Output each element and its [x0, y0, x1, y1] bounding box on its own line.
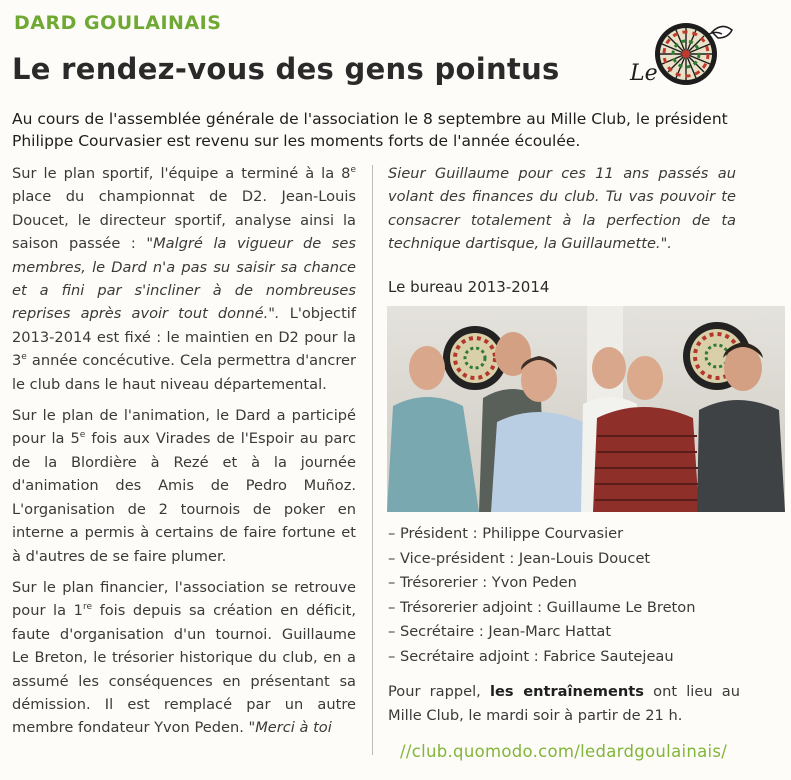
column-divider	[372, 165, 373, 755]
quote-continued: Sieur Guillaume pour ces 11 ans passés au volant des finances du club. Tu vas pouvoir te consacrer totalement à la perfection de ta technique dartisque, la Guillaumette.".	[388, 165, 736, 253]
right-column	[388, 162, 736, 264]
role-item: – Secrétaire : Jean-Marc Hattat	[388, 620, 768, 645]
article-lead: Au cours de l'assemblée générale de l'association le 8 septembre au Mille Club, le président Philippe Courvasier est revenu sur les moments forts de l'année écoulée.	[12, 110, 728, 150]
role-item: – Président : Philippe Courvasier	[388, 522, 768, 547]
article-headline: Le rendez-vous des gens pointus	[12, 52, 560, 86]
role-item: – Secrétaire adjoint : Fabrice Sautejeau	[388, 645, 768, 670]
training-highlight: les entraînements	[489, 683, 644, 700]
paragraph-finance: Sur le plan financier, l'association se retrouve pour la 1re fois depuis sa création en déficit, faute d'organisation d'un tournoi. Guillaume Le Breton, le trésorier historique du club, en a assumé les conséquences en présentant sa démission. Il est remplacé par un autre membre fondateur Yvon Peden. "Merci à toi	[12, 578, 356, 737]
section-kicker: DARD GOULAINAIS	[14, 12, 222, 34]
training-reminder: Pour rappel, les entraînements ont lieu au Mille Club, le mardi soir à partir de 21 h.	[388, 683, 740, 724]
role-item: – Trésorerier : Yvon Peden	[388, 571, 768, 596]
bureau-roles-list	[388, 522, 768, 669]
dartboard-logo-icon	[628, 18, 736, 90]
paragraph-animation: Sur le plan de l'animation, le Dard a participé pour la 5e fois aux Virades de l'Espoir au parc de la Blordière à Rezé et à la journée d'animation des Amis de Pedro Muñoz. L'organisation de 2 tournois de poker en interne a permis à certains de faire fortune et à d'autres de se faire plumer.	[12, 407, 356, 565]
role-item: – Vice-président : Jean-Louis Doucet	[388, 547, 768, 572]
logo-letters: Le	[630, 61, 658, 86]
team-photo	[387, 306, 785, 512]
role-item: – Trésorerier adjoint : Guillaume Le Breton	[388, 596, 768, 621]
paragraph-sport: Sur le plan sportif, l'équipe a terminé à la 8e place du championnat de D2. Jean-Louis Doucet, le directeur sportif, analyse ainsi la saison passée : "Malgré la vigueur de ses membres, le Dard n'a pas su saisir sa chance et a fini par s'incliner à de nombreuses reprises après avoir tout donné.". L'objectif 2013-2014 est fixé : le maintien en D2 pour la 3e année concécutive. Cela permettra d'ancrer le club dans le haut niveau départemental.	[12, 165, 356, 393]
club-url-link[interactable]: //club.quomodo.com/ledardgoulainais/	[400, 742, 728, 761]
bureau-title: Le bureau 2013-2014	[388, 278, 550, 296]
left-column	[12, 162, 356, 748]
